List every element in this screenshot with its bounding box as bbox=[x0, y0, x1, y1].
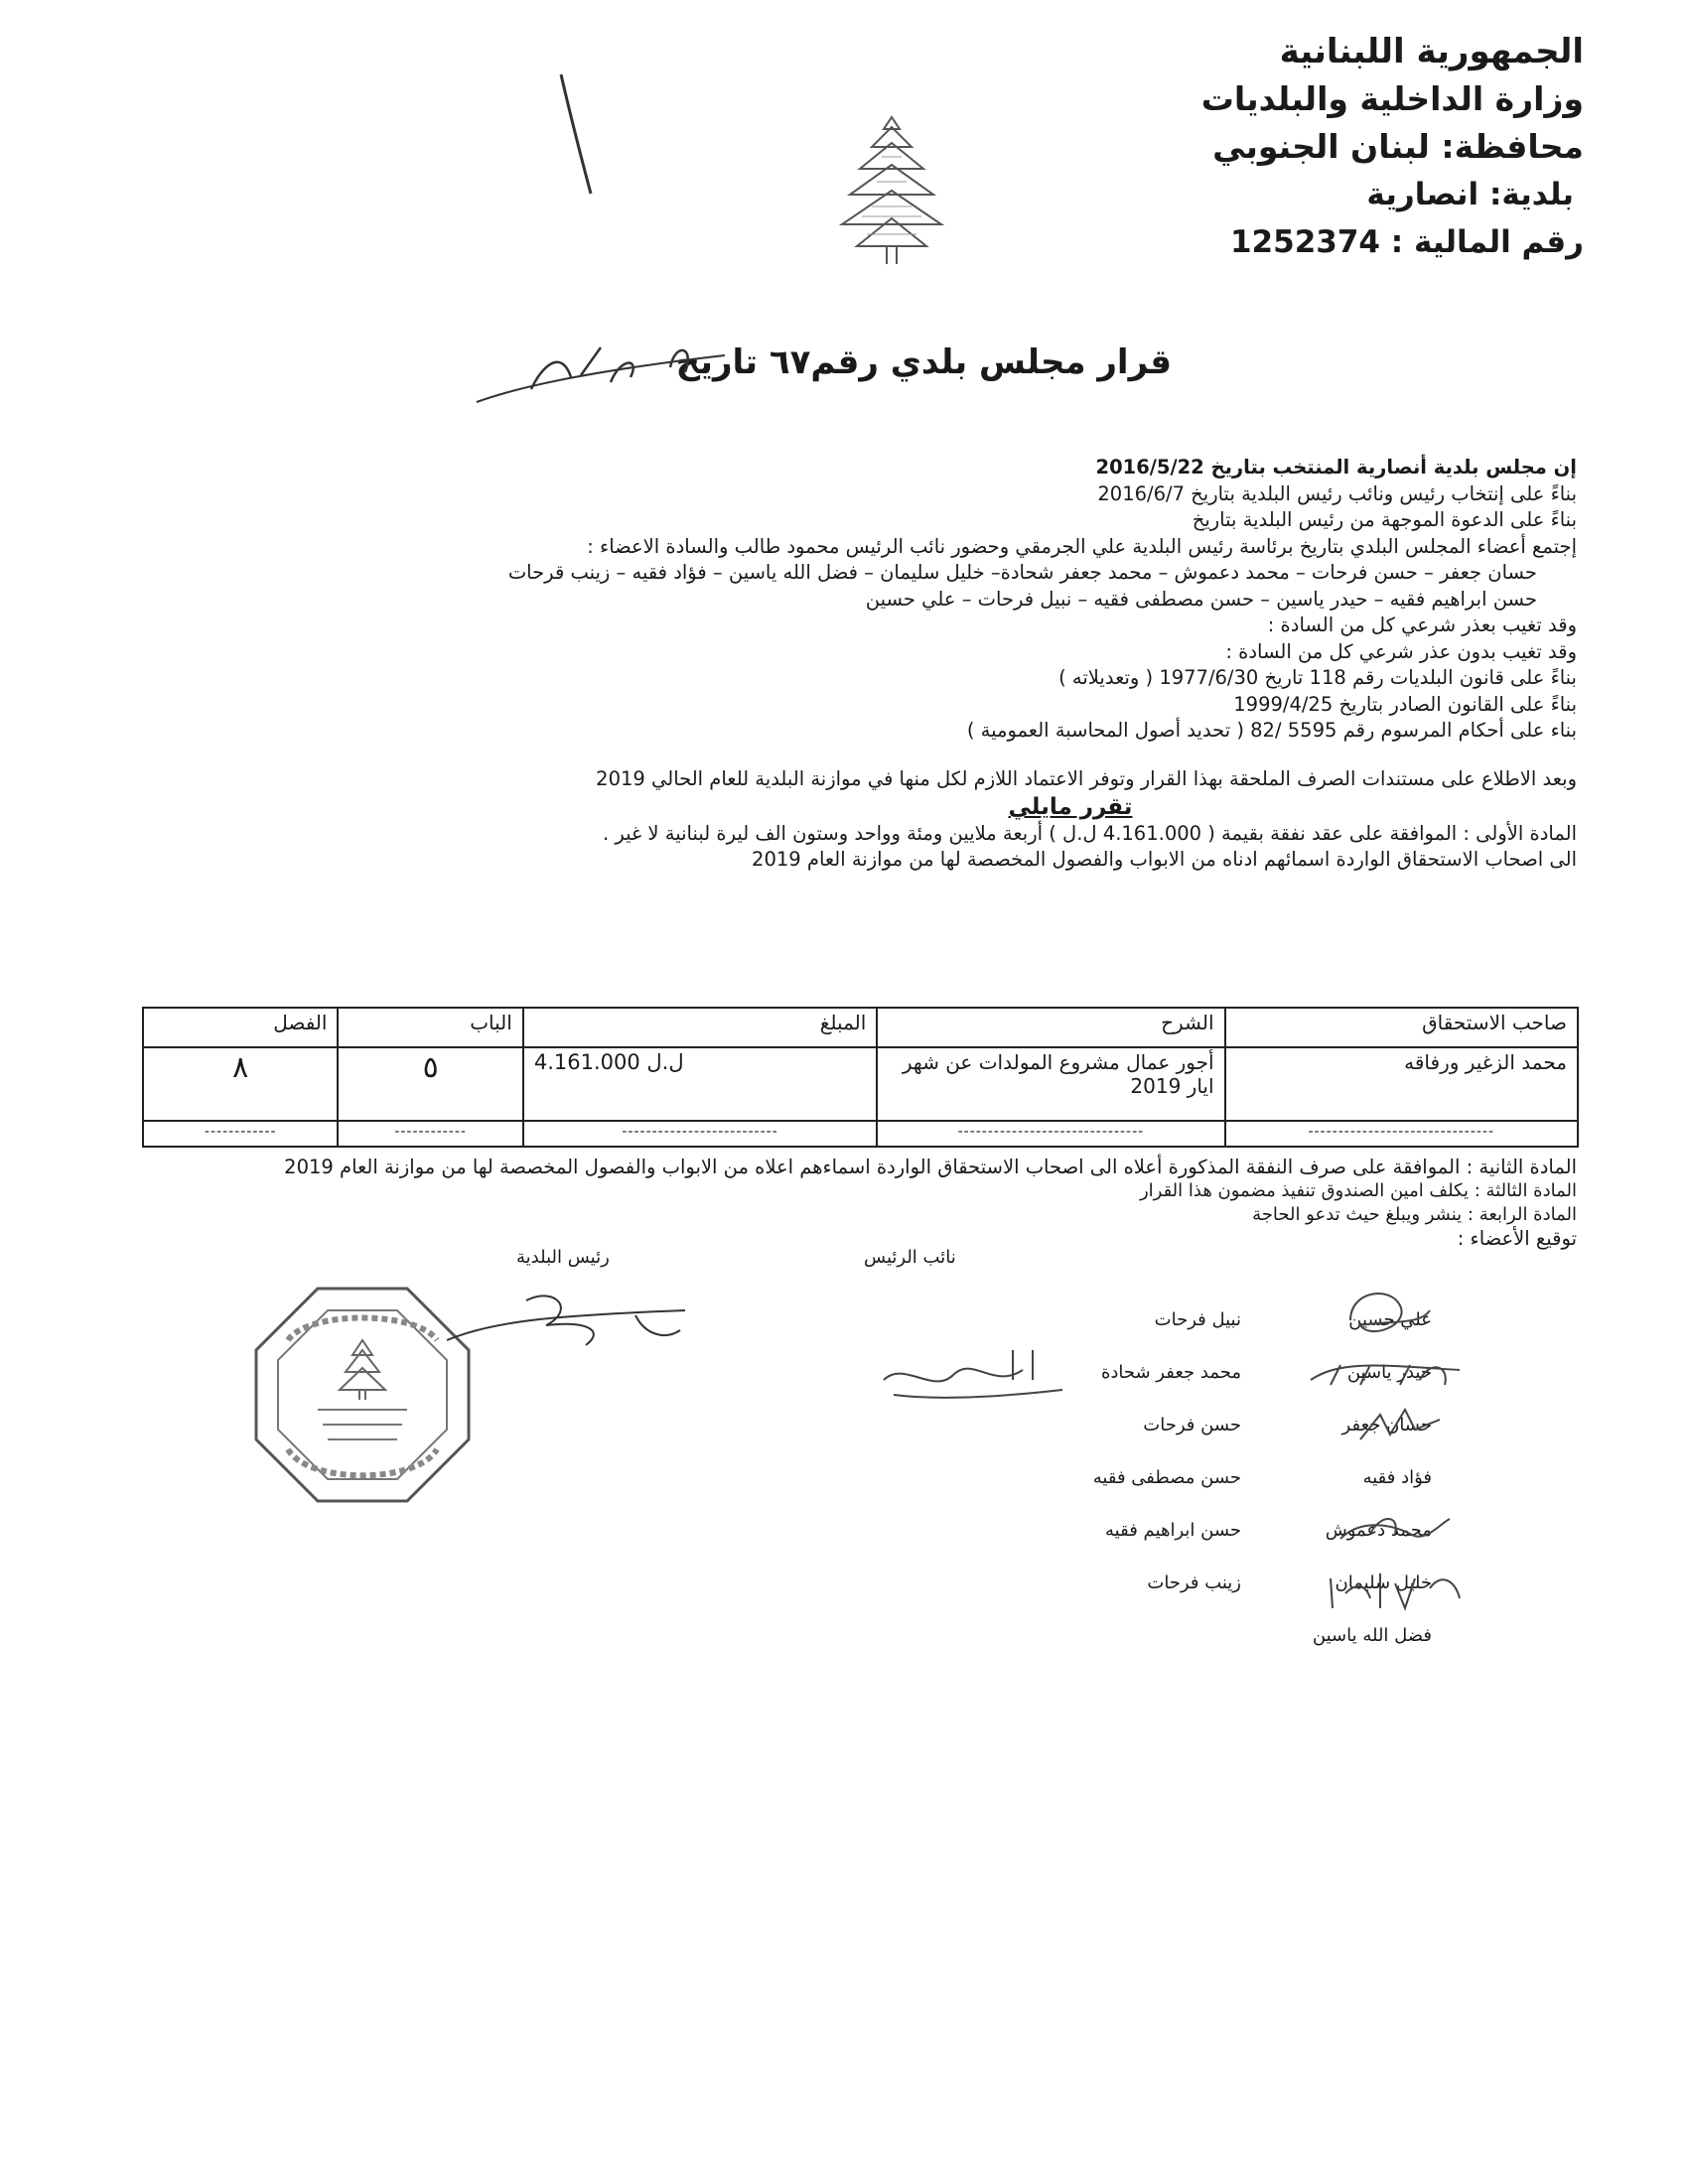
body-line: بناءً على الدعوة الموجهة من رئيس البلدية بتاريخ bbox=[1192, 508, 1577, 531]
cedar-emblem-icon bbox=[832, 107, 951, 266]
col-header: صاحب الاستحقاق bbox=[1225, 1008, 1578, 1047]
beneficiaries-table bbox=[142, 1007, 1579, 1148]
body-line: إن مجلس بلدية أنصارية المنتخب بتاريخ 2016/5/22 bbox=[1095, 456, 1577, 478]
member-signature bbox=[1331, 1504, 1460, 1554]
mayor-label: رئيس البلدية bbox=[516, 1247, 610, 1268]
body-line: بناءً على إنتخاب رئيس ونائب رئيس البلدية بتاريخ 2016/6/7 bbox=[1097, 481, 1577, 505]
body-line: وقد تغيب بعذر شرعي كل من السادة : bbox=[1267, 614, 1577, 636]
dash-cell: ------------ bbox=[143, 1121, 338, 1147]
member-left-name: زينب فرحات bbox=[1147, 1572, 1241, 1593]
article-2: المادة الثانية : الموافقة على صرف النفقة المذكورة أعلاه الى اصحاب الاستحقاق الواردة اسماءهم اعلاه من الابواب والفصول المخصصة لها من موازنة العام 2019 bbox=[284, 1156, 1577, 1178]
body-line: وقد تغيب بدون عذر شرعي كل من السادة : bbox=[1225, 639, 1577, 663]
financial-number: رقم المالية : 1252374 bbox=[1229, 224, 1584, 260]
governorate-line: محافظة: لبنان الجنوبي bbox=[1212, 127, 1584, 166]
pen-stroke-mark bbox=[551, 69, 611, 199]
members-signature-label: توقيع الأعضاء : bbox=[1457, 1227, 1577, 1250]
member-left-name: محمد جعفر شحادة bbox=[1100, 1362, 1241, 1383]
member-signature bbox=[1350, 1400, 1450, 1449]
member-left-name: حسن فرحات bbox=[1143, 1415, 1241, 1435]
col-header: الفصل bbox=[143, 1008, 338, 1047]
dash-cell: ------------------------------- bbox=[1225, 1121, 1578, 1147]
deputy-signature bbox=[874, 1340, 1072, 1410]
col-header: المبلغ bbox=[523, 1008, 877, 1047]
decision-title: قرار مجلس بلدي رقم٦٧ تاريخ bbox=[675, 342, 1172, 382]
letterhead bbox=[1067, 28, 1584, 266]
explanation-cell: أجور عمال مشروع المولدات عن شهر ايار 2019 bbox=[877, 1047, 1224, 1121]
table-header-row bbox=[143, 1008, 1578, 1047]
ministry-line: وزارة الداخلية والبلديات bbox=[1200, 79, 1584, 118]
body-line: بناء على أحكام المرسوم رقم 5595 /82 ( تحديد أصول المحاسبة العمومية ) bbox=[966, 719, 1577, 742]
decision-body bbox=[187, 455, 1577, 874]
member-left-name: حسن ابراهيم فقيه bbox=[1105, 1520, 1241, 1541]
article-1-continued: الى اصحاب الاستحقاق الواردة اسمائهم ادناه من الابواب والفصول المخصصة لها من موازنة العام 2019 bbox=[752, 848, 1577, 871]
member-right-name: خليل سليمان bbox=[1335, 1572, 1432, 1593]
col-header: الباب bbox=[338, 1008, 522, 1047]
dash-cell: -------------------------- bbox=[523, 1121, 877, 1147]
mayor-signature bbox=[437, 1281, 695, 1370]
body-line: حسان جعفر – حسن فرحات – محمد دعموش – محمد جعفر شحادة– خليل سليمان – فضل الله ياسين – فؤاد فقيه – زينب قرحات bbox=[507, 561, 1537, 584]
member-right-name: حسان جعفر bbox=[1341, 1415, 1432, 1435]
dash-cell: ------------ bbox=[338, 1121, 522, 1147]
member-right-name: فضل الله ياسين bbox=[1312, 1625, 1432, 1646]
body-line: إجتمع أعضاء المجلس البلدي بتاريخ برئاسة رئيس البلدية علي الجرمقي وحضور نائب الرئيس محمود طالب والسادة الاعضاء : bbox=[587, 534, 1577, 558]
body-line: حسن ابراهيم فقيه – حيدر ياسين – حسن مصطفى فقيه – نبيل فرحات – علي حسين bbox=[865, 587, 1537, 611]
col-header: الشرح bbox=[877, 1008, 1224, 1047]
member-signature bbox=[1331, 1281, 1440, 1350]
chapter-cell: ٥ bbox=[338, 1047, 522, 1121]
article-3: المادة الثالثة : يكلف امين الصندوق تنفيذ مضمون هذا القرار bbox=[1139, 1180, 1577, 1201]
member-right-name: محمد دعموش bbox=[1325, 1520, 1432, 1541]
handwritten-date bbox=[472, 328, 730, 417]
member-right-name: فؤاد فقيه bbox=[1362, 1467, 1432, 1488]
member-signature bbox=[1301, 1350, 1470, 1400]
table-row bbox=[143, 1047, 1578, 1121]
article-1: المادة الأولى : الموافقة على عقد نفقة بقيمة ( 4.161.000 ل.ل ) أربعة ملايين ومئة وواحد وستون الف ليرة لبنانية لا غير . bbox=[603, 821, 1577, 845]
republic-line: الجمهورية اللبنانية bbox=[1279, 32, 1584, 71]
amount-cell: 4.161.000 ل.ل bbox=[523, 1047, 877, 1121]
review-line: وبعد الاطلاع على مستندات الصرف الملحقة بهذا القرار وتوفر الاعتماد اللازم لكل منها في موازنة البلدية للعام الحالي 2019 bbox=[596, 766, 1577, 790]
beneficiary-cell: محمد الزغير ورفاقه bbox=[1225, 1047, 1578, 1121]
articles-after-table bbox=[107, 1156, 1577, 1251]
municipality-line: بلدية: انصارية bbox=[1366, 177, 1574, 212]
table-row bbox=[143, 1121, 1578, 1147]
article-4: المادة الرابعة : ينشر ويبلغ حيث تدعو الحاجة bbox=[1252, 1204, 1577, 1225]
section-cell: ٨ bbox=[143, 1047, 338, 1121]
member-left-name: حسن مصطفى فقيه bbox=[1092, 1467, 1241, 1488]
deputy-label: نائب الرئيس bbox=[864, 1247, 956, 1268]
member-signature bbox=[1321, 1559, 1470, 1618]
member-left-name: نبيل فرحات bbox=[1154, 1309, 1241, 1330]
member-right-name: علي حسين bbox=[1348, 1309, 1432, 1330]
dash-cell: ------------------------------- bbox=[877, 1121, 1224, 1147]
member-right-name: حيدر ياسين bbox=[1346, 1362, 1432, 1383]
body-line: بناءً على قانون البلديات رقم 118 تاريخ 1977/6/30 ( وتعديلاته ) bbox=[1058, 666, 1577, 689]
body-line: بناءً على القانون الصادر بتاريخ 1999/4/25 bbox=[1233, 692, 1577, 716]
decides-heading: تقرر مايلي bbox=[1008, 794, 1133, 820]
